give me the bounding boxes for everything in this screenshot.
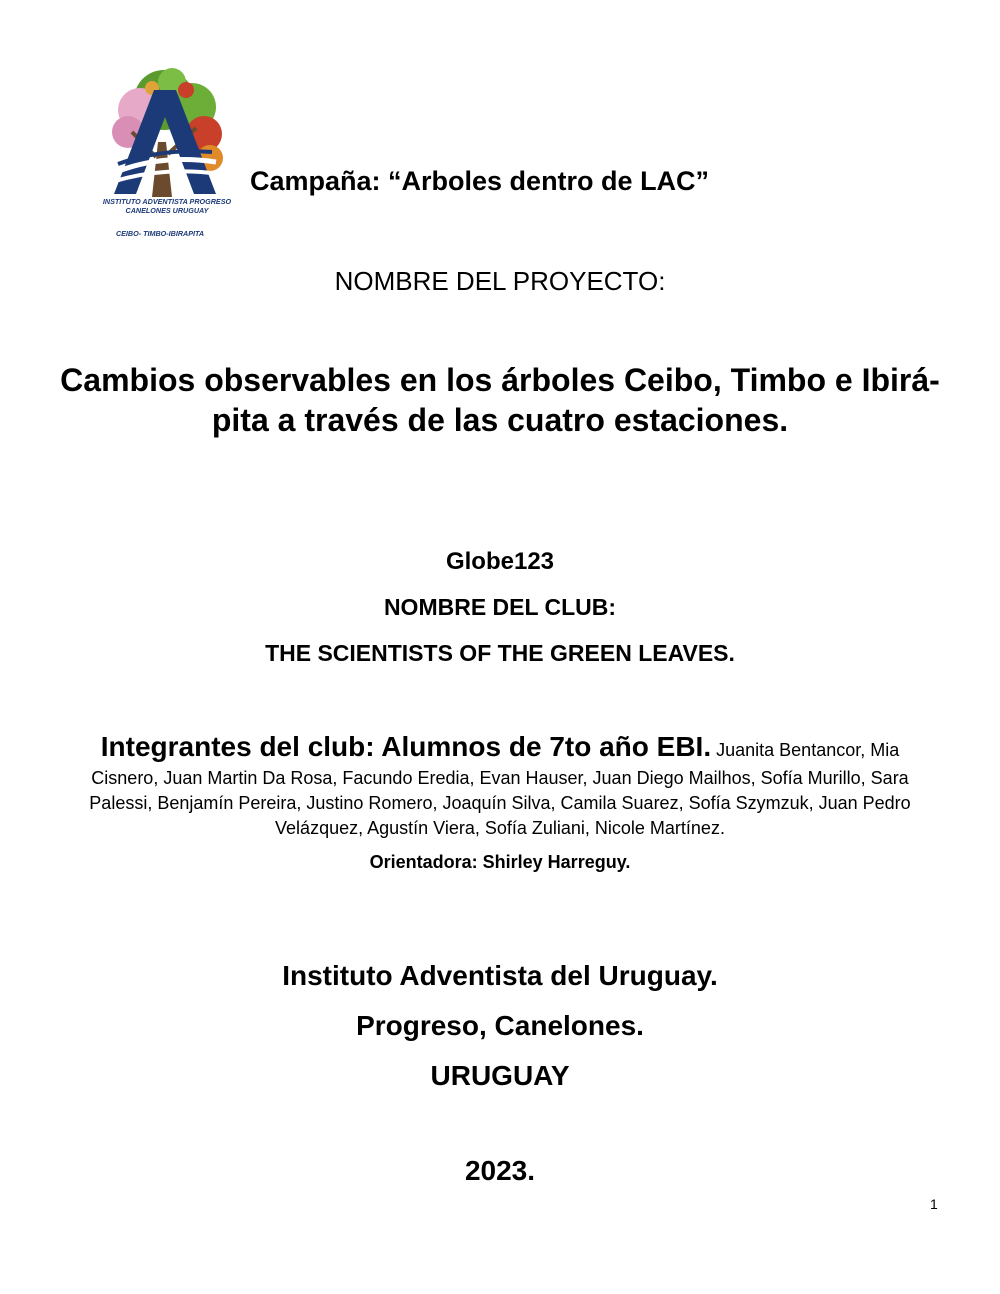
campaign-title: Campaña: “Arboles dentro de LAC” [250, 166, 710, 196]
club-name: THE SCIENTISTS OF THE GREEN LEAVES. [265, 640, 735, 666]
logo-line1: INSTITUTO ADVENTISTA PROGRESO [102, 197, 232, 206]
globe-id: Globe123 [445, 548, 555, 575]
logo-tagline: CEIBO- TIMBO-IBIRAPITA [115, 229, 205, 238]
advisor: Orientadora: Shirley Harreguy. [369, 852, 631, 872]
project-label: NOMBRE DEL PROYECTO: [334, 266, 666, 296]
institution-name: Instituto Adventista del Uruguay. [282, 960, 718, 991]
institution-city: Progreso, Canelones. [356, 1010, 644, 1041]
club-label: NOMBRE DEL CLUB: [383, 594, 617, 620]
year: 2023. [464, 1155, 536, 1186]
members-lead: Integrantes del club: Alumnos de 7to año EBI. [100, 731, 712, 762]
page-number: 1 [930, 1196, 938, 1212]
project-title: Cambios observables en los árboles Ceibo, Timbo e Ibirá-pita a través de las cuatro estaciones. [60, 362, 940, 438]
club-members [70, 728, 930, 841]
tree-logo-icon [92, 62, 242, 247]
logo-line2: CANELONES URUGUAY [125, 206, 209, 215]
school-logo [92, 62, 242, 247]
institution-country: URUGUAY [430, 1060, 570, 1091]
members-list: Juanita Bentancor, Mia Cisnero, Juan Martin Da Rosa, Facundo Eredia, Evan Hauser, Juan Diego Mailhos, Sofía Murillo, Sara Palessi, Benjamín Pereira, Justino Romero, Joaquín Silva, Camila Suarez, Sofía Szymzuk, Juan Pedro Velázquez, Agustín Viera, Sofía Zuliani, Nicole Martínez. [89, 740, 911, 838]
